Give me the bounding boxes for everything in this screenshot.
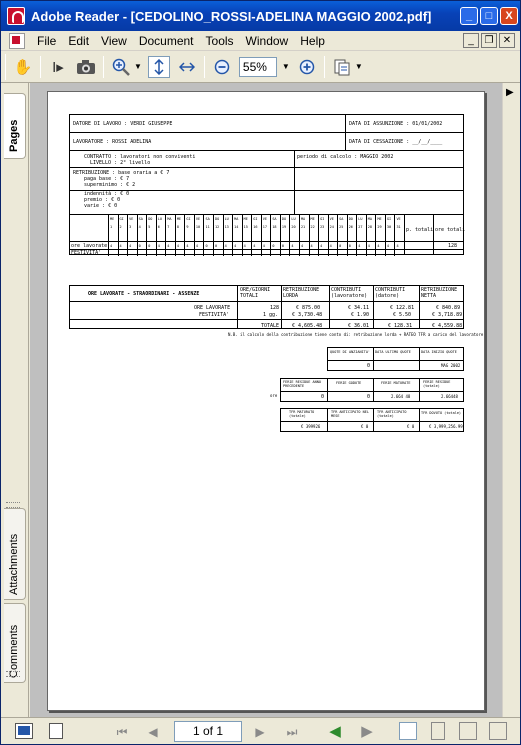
calendar-ore-value: 4 (329, 244, 332, 248)
calendar-ore-value: 4 (224, 244, 227, 248)
calendar-day-number: 10 (195, 225, 201, 229)
summary-r1-c3: € 34.11 (348, 305, 370, 311)
calendar-day-number: 27 (358, 225, 363, 229)
calendar-day-name: SA (339, 217, 344, 221)
quote-h1: DATA ULTIMO QUOTE (375, 350, 411, 354)
summary-total-lav: € 36.01 (348, 323, 370, 329)
divider (419, 348, 420, 370)
divider (373, 286, 374, 328)
ferie-table (280, 378, 464, 402)
tab-pages-label: Pages (8, 119, 20, 152)
toolbar-separator (204, 56, 205, 78)
data-assunzione-label: DATA DI ASSUNZIONE : 01/01/2002 (349, 121, 443, 127)
summary-header-4: CONTRIBUTI (datore) (375, 287, 406, 299)
calendar-day-number: 25 (339, 225, 344, 229)
summary-header-3: CONTRIBUTI (lavoratore) (331, 287, 368, 299)
calendar-day-number: 2 (119, 225, 122, 229)
tfr-h0: TFR MATURATO (totale) (289, 410, 315, 418)
calendar-day-name: VE (195, 217, 201, 221)
calendar-day-number: 20 (291, 225, 296, 229)
document-icon[interactable] (9, 33, 25, 49)
summary-total-netta: € 4,559.88 (432, 323, 463, 329)
panel-grip-icon[interactable] (6, 671, 20, 677)
calendar-day-name: DO (348, 217, 353, 221)
tab-comments-label: Comments (8, 624, 20, 678)
summary-r2-c2: € 3,730.48 (292, 312, 323, 318)
quote-table (327, 347, 464, 371)
calendar-ore-value: 4 (396, 244, 399, 248)
calendar-day-name: GI (320, 217, 325, 221)
hand-tool-icon[interactable]: ✋ (13, 58, 33, 76)
snapshot-camera-icon[interactable] (75, 56, 97, 78)
main-area (1, 83, 520, 717)
data-cessazione-label: DATA DI CESSAZIONE : __/__/____ (349, 139, 443, 145)
divider (327, 379, 328, 401)
tfr-v0: € 399926 (301, 424, 321, 429)
menu-help[interactable]: Help (300, 33, 325, 48)
calendar-day-name: SA (138, 217, 143, 221)
calendar-day-number: 28 (367, 225, 373, 229)
calendar-day-name: ME (377, 217, 382, 221)
superminimo-label: superminimo : € 2 (84, 182, 136, 188)
tfr-h1: TFR ANTICIPATO NEL MESE (331, 410, 369, 418)
select-text-icon[interactable]: I▸ (52, 58, 64, 76)
summary-header-2: RETRIBUZIONE LORDA (283, 287, 320, 299)
calendar-day-name: MA (167, 217, 172, 221)
calendar-day-number: 22 (310, 225, 315, 229)
calendar-ore-value: 4 (320, 244, 323, 248)
tab-attachments-label: Attachments (8, 533, 20, 595)
calendar-day-name: MA (234, 217, 239, 221)
calendar-ore-value: 4 (110, 244, 113, 248)
menu-file[interactable]: File (37, 33, 57, 48)
summary-r1-c4: € 122.81 (390, 305, 415, 311)
next-page-icon[interactable]: ▶ (255, 725, 265, 739)
facing-icon[interactable] (459, 722, 477, 740)
divider (373, 379, 374, 401)
divider (294, 151, 295, 167)
calendar-day-number: 19 (281, 225, 287, 229)
ore-totali-value: 128 (448, 243, 458, 249)
toolbar-separator (103, 56, 104, 78)
calendar-day-name: VE (262, 217, 267, 221)
calendar-day-number: 24 (329, 225, 334, 229)
calendar-day-name: SA (272, 217, 277, 221)
divider (373, 409, 374, 431)
premio-label: premio : € 0 (84, 197, 121, 203)
doc-close-button[interactable]: ✕ (499, 33, 515, 48)
ferie-v1: 0 (367, 394, 371, 400)
summary-header-1: ORE/GIORNI TOTALI (240, 287, 271, 299)
calendar-day-name: VE (129, 217, 134, 221)
calendar-day-name: MA (367, 217, 373, 221)
calendar-ore-value: 0 (348, 244, 351, 248)
retribuzione-extra (69, 191, 464, 215)
divider (294, 168, 295, 190)
paga-base-label: paga base : € 7 (84, 176, 130, 182)
fit-page-icon[interactable] (148, 56, 170, 78)
menu-window[interactable]: Window (245, 33, 289, 48)
previous-page-icon[interactable]: ◀ (148, 725, 158, 739)
calendar-day-name: GI (386, 217, 392, 221)
tfr-h3: TFR DOVUTO (totale) (421, 411, 462, 415)
status-bar (1, 717, 520, 744)
calendar-ore-value: 4 (234, 244, 237, 248)
summary-table (69, 285, 464, 329)
calendar-day-number: 8 (176, 225, 179, 229)
calendar-ore-value: 0 (339, 244, 342, 248)
calendar-day-number: 7 (167, 225, 170, 229)
document-view[interactable] (30, 83, 502, 717)
livello-label: LIVELLO : 2° livello (90, 160, 151, 166)
monitor-icon[interactable] (15, 723, 33, 739)
quote-h2: DATA INIZIO QUOTE (421, 350, 457, 354)
datore-label: DATORE DI LAVORO : VERDI GIUSEPPE (73, 121, 173, 127)
calendar-day-number: 13 (224, 225, 229, 229)
summary-header-5: RETRIBUZIONE NETTA (421, 287, 458, 299)
calendar-day-name: LU (358, 217, 363, 221)
calendar-day-name: LU (224, 217, 229, 221)
calendar-day-number: 23 (320, 225, 325, 229)
calendar-day-number: 21 (300, 225, 306, 229)
toolbar-separator (40, 56, 41, 78)
divider (419, 379, 420, 401)
maximize-button[interactable]: □ (480, 7, 498, 25)
ferie-h2: FERIE MATURATE (381, 381, 411, 385)
summary-r1-c2: € 875.00 (296, 305, 321, 311)
single-page-icon[interactable] (399, 722, 417, 740)
calendar-day-name: VE (396, 217, 401, 221)
header-row-datore (70, 115, 463, 133)
calendar-ore-value: 4 (243, 244, 246, 248)
summary-r2-c4: € 5.50 (393, 312, 412, 318)
ferie-v3: 2.66448 (441, 394, 458, 399)
summary-r2-c3: € 1.90 (351, 312, 370, 318)
calendar-ore-value: 4 (119, 244, 122, 248)
divider (419, 409, 420, 431)
p-totali-label: p. totali (406, 227, 434, 233)
calendar-ore-value: 4 (186, 244, 189, 248)
window-title: Adobe Reader - [CEDOLINO_ROSSI-ADELINA MAGGIO 2002.pdf] (31, 8, 432, 24)
next-view-icon[interactable]: ▶ (361, 723, 373, 740)
title-bar (1, 1, 520, 31)
tfr-h2: TFR ANTICIPATO (totale) (377, 410, 407, 418)
calendar-day-name: LU (291, 217, 296, 221)
calendar-day-number: 14 (234, 225, 239, 229)
calendar-day-number: 1 (110, 225, 113, 229)
calendar-day-number: 31 (396, 225, 401, 229)
divider (329, 286, 330, 328)
calendar-ore-value: 4 (157, 244, 160, 248)
calendar-day-number: 11 (205, 225, 210, 229)
first-page-icon[interactable]: ⏮ (116, 725, 128, 739)
calendar-ore-value: 0 (281, 244, 284, 248)
fit-width-icon[interactable] (176, 56, 198, 78)
calendar-ore-value: 4 (253, 244, 256, 248)
divider (345, 133, 346, 150)
calendar-day-number: 15 (243, 225, 248, 229)
calendar-ore-value: 0 (215, 244, 218, 248)
lavoratore-label: LAVORATORE : ROSSI ADELINA (73, 139, 152, 145)
ferie-v2: 2.664 48 (391, 394, 411, 399)
divider (327, 409, 328, 431)
ferie-h3: FERIE RESIDUE (totale) (423, 380, 451, 388)
calendar-day-name: VE (329, 217, 334, 221)
menu-edit[interactable]: Edit (68, 33, 90, 48)
summary-r1-c0: ORE LAVORATE (194, 305, 231, 311)
retribuzione-block (70, 168, 294, 192)
menu-view[interactable]: View (101, 33, 127, 48)
ferie-v0: 0 (321, 394, 325, 400)
nb-note: N.B. il calcolo della contribuzione tiene conto di: retribuzione lorda + RATEO TFR a carico del lavoratore (228, 332, 484, 337)
vertical-scrollbar[interactable] (502, 83, 520, 717)
divider (419, 286, 420, 328)
toolbar-grip (5, 54, 6, 80)
calendar-ore-value: 4 (262, 244, 265, 248)
calendar-day-number: 30 (386, 225, 392, 229)
header-row-contratto (70, 151, 463, 168)
calendar-ore-value: 0 (148, 244, 151, 248)
divider (404, 215, 405, 254)
indennita-label: indennità : € 0 (84, 191, 130, 197)
calendar-day-name: ME (176, 217, 182, 221)
calendar-day-name: GI (253, 217, 258, 221)
calendar-day-name: ME (310, 217, 315, 221)
zoom-tool-dropdown-icon[interactable]: ▼ (134, 62, 142, 71)
doc-restore-button[interactable]: ❐ (481, 33, 497, 48)
ferie-h1: FERIE GODUTE (336, 381, 362, 385)
tfr-v3: € 3,999,256.99 (429, 424, 463, 429)
calendar-ore-value: 4 (291, 244, 294, 248)
minimize-button[interactable]: _ (460, 7, 478, 25)
divider (237, 286, 238, 328)
menu-bar (1, 31, 520, 51)
summary-total-lorda: € 4,605.48 (292, 323, 323, 329)
calendar-ore-value: 0 (138, 244, 141, 248)
calendar-day-name: MA (300, 217, 306, 221)
quote-v2: MAG 2002 (441, 363, 461, 368)
ferie-h0: FERIE RESIDUE ANNO PRECEDENTE (283, 380, 321, 388)
previous-view-icon[interactable]: ◀ (329, 723, 341, 740)
page-layout-icon[interactable] (331, 56, 353, 78)
calendar-day-name: ME (243, 217, 248, 221)
festivita-label: FESTIVITA' (71, 250, 102, 256)
ore-lavorate-label: ore lavorate (71, 243, 108, 249)
calendar-ore-value: 4 (167, 244, 170, 248)
calendar-day-number: 12 (215, 225, 220, 229)
calendar-ore-value: 4 (300, 244, 304, 248)
tab-attachments[interactable] (4, 508, 26, 600)
calendar-ore-value: 4 (377, 244, 380, 248)
quote-h0: QUOTE DI ANZIANITA' (330, 350, 371, 354)
summary-total-label: TOTALE (261, 323, 280, 329)
zoom-out-icon[interactable] (211, 56, 233, 78)
retribuzione-label: RETRIBUZIONE : base oraria a € 7 (73, 170, 170, 176)
calendar-day-name: DO (148, 217, 153, 221)
summary-r1-c1: 128 (270, 305, 280, 311)
continuous-icon[interactable] (431, 722, 445, 740)
menu-tools[interactable]: Tools (205, 33, 234, 48)
calendar-day-name: GI (186, 217, 191, 221)
tfr-v1: € 0 (361, 424, 369, 429)
divider (281, 286, 282, 328)
summary-total-dat: € 128.31 (388, 323, 413, 329)
calendar-ore-value: 4 (367, 244, 370, 248)
calendar-day-number: 29 (377, 225, 382, 229)
header-table (69, 114, 464, 191)
calendar-day-number: 26 (348, 225, 353, 229)
varie-label: varie : € 0 (84, 203, 118, 209)
calendar-day-name: SA (205, 217, 210, 221)
divider (373, 348, 374, 370)
calendar-ore-value: 4 (358, 244, 361, 248)
calendar-ore-value: 4 (195, 244, 199, 248)
zoom-level-dropdown-icon[interactable]: ▼ (281, 62, 290, 71)
zoom-level-input[interactable]: 55% (239, 57, 277, 77)
calendar-day-name: ME (110, 217, 115, 221)
calendar-day-number: 17 (262, 225, 267, 229)
calendar-day-number: 16 (253, 225, 258, 229)
calendar-ore-value: 4 (386, 244, 389, 248)
adobe-reader-icon (7, 7, 25, 25)
ore-totali-label: ore totali (435, 227, 466, 233)
pdf-page (47, 91, 485, 711)
calendar-ore-value: 4 (310, 244, 313, 248)
tfr-table (280, 408, 464, 432)
calendar-ore-value: 4 (176, 244, 179, 248)
navigation-panel (1, 83, 29, 717)
ferie-ore-label: ore (270, 393, 278, 398)
zoom-in-tool-icon[interactable] (110, 56, 132, 78)
periodo-label: periodo di calcolo : MAGGIO 2002 (297, 154, 394, 160)
calendar-day-number: 18 (272, 225, 277, 229)
calendar-ore-value: 0 (272, 244, 275, 248)
summary-header-0: ORE LAVORATE - STRAORDINARI - ASSENZE (88, 291, 200, 297)
calendar-table (69, 214, 464, 255)
tfr-v2: € 0 (407, 424, 415, 429)
calendar-day-number: 9 (186, 225, 189, 229)
tab-pages[interactable] (4, 93, 26, 159)
calendar-day-name: DO (215, 217, 220, 221)
summary-r2-c5: € 3,718.89 (432, 312, 463, 318)
summary-r1-c5: € 840.89 (436, 305, 461, 311)
contratto-label: CONTRATTO : lavoratori non conviventi (84, 154, 196, 160)
calendar-day-name: DO (281, 217, 287, 221)
continuous-facing-icon[interactable] (489, 722, 507, 740)
page-number-input[interactable]: 1 of 1 (174, 721, 242, 742)
toolbar-separator (324, 56, 325, 78)
zoom-in-icon[interactable] (296, 56, 318, 78)
doc-minimize-button[interactable]: _ (463, 33, 479, 48)
calendar-day-name: LU (157, 217, 162, 221)
calendar-ore-value: 4 (129, 244, 132, 248)
calendar-day-number: 6 (157, 225, 160, 229)
header-row-lavoratore (70, 133, 463, 151)
scroll-right-arrow-icon[interactable]: ▶ (506, 87, 514, 98)
calendar-day-name: GI (119, 217, 124, 221)
summary-r2-c0: FESTIVITA' (199, 312, 230, 318)
last-page-icon[interactable]: ⏭ (286, 725, 298, 739)
divider (345, 115, 346, 132)
page-layout-dropdown-icon[interactable]: ▼ (354, 62, 363, 71)
summary-r2-c1: 1 gg. (263, 312, 279, 318)
menu-document[interactable]: Document (138, 33, 194, 48)
calendar-day-number: 4 (138, 225, 141, 229)
quote-v0: 0 (367, 363, 371, 369)
calendar-ore-value: 0 (205, 244, 208, 248)
divider (294, 191, 295, 215)
divider (433, 215, 434, 254)
toolbar (1, 51, 520, 83)
close-button[interactable]: X (500, 7, 518, 25)
page-icon[interactable] (49, 723, 63, 739)
calendar-day-number: 5 (148, 225, 151, 229)
calendar-day-number: 3 (129, 225, 132, 229)
